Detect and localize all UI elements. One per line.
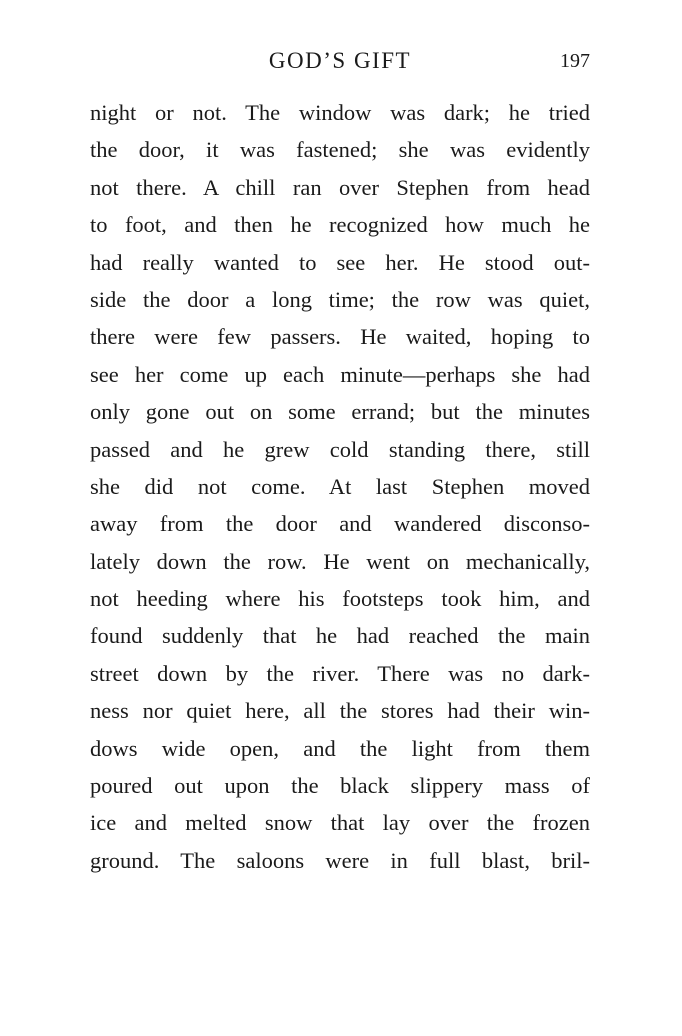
text-line: see her come up each minute—perhaps she had: [90, 361, 590, 387]
text-line: street down by the river. There was no dark-: [90, 660, 590, 686]
text-line: not heeding where his footsteps took him, and: [90, 586, 590, 612]
running-head: [90, 48, 590, 78]
text-line: ness nor quiet here, all the stores had their win-: [90, 698, 590, 724]
text-line: dows wide open, and the light from them: [90, 735, 590, 761]
text-line: lately down the row. He went on mechanically,: [90, 548, 590, 574]
text-line: ice and melted snow that lay over the frozen: [90, 810, 590, 836]
text-line: only gone out on some errand; but the minutes: [90, 399, 590, 425]
text-line: night or not. The window was dark; he tried: [90, 100, 590, 125]
text-line: she did not come. At last Stephen moved: [90, 473, 590, 499]
text-line: found suddenly that he had reached the main: [90, 623, 590, 649]
text-line: passed and he grew cold standing there, still: [90, 436, 590, 462]
text-line: not there. A chill ran over Stephen from head: [90, 174, 590, 200]
text-line: had really wanted to see her. He stood out-: [90, 249, 590, 275]
text-line: to foot, and then he recognized how much he: [90, 212, 590, 238]
text-line: ground. The saloons were in full blast, bril-: [90, 847, 590, 873]
page-number: 197: [560, 50, 590, 72]
text-line: the door, it was fastened; she was evidently: [90, 137, 590, 163]
text-line: poured out upon the black slippery mass of: [90, 773, 590, 799]
text-line: away from the door and wandered disconso-: [90, 511, 590, 537]
running-title: GOD’S GIFT: [268, 48, 412, 73]
text-line: side the door a long time; the row was quiet,: [90, 286, 590, 312]
text-line: there were few passers. He waited, hoping to: [90, 324, 590, 350]
body-text: [90, 94, 590, 879]
